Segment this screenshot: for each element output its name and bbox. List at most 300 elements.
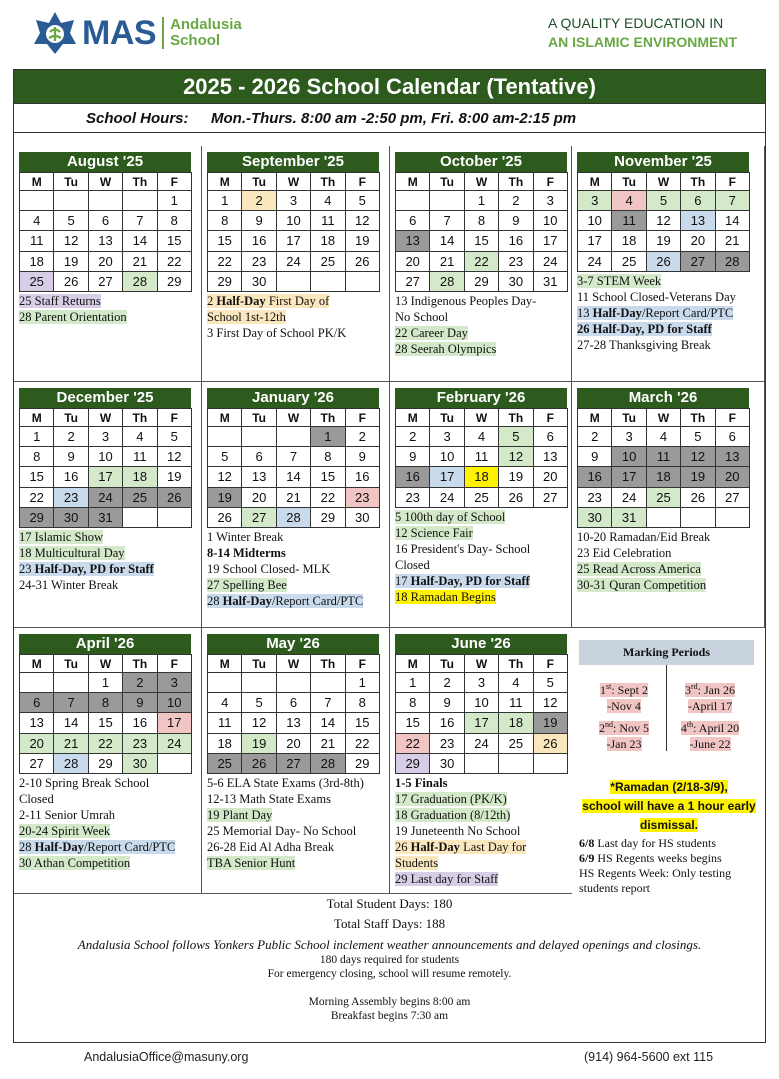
- note-line: [577, 577, 753, 593]
- month-title: March '26: [577, 388, 749, 408]
- day-cell: 26: [242, 753, 276, 773]
- day-cell: 18: [499, 713, 533, 733]
- note-line: [19, 855, 195, 871]
- note-line: [207, 309, 383, 325]
- note-text: Half-Day: [216, 294, 266, 308]
- day-cell: [311, 271, 345, 291]
- note-text: 11 School Closed-Veterans Day: [577, 289, 736, 304]
- month-grid: [577, 172, 750, 272]
- weekday-header: Tu: [54, 409, 88, 427]
- day-cell: 23: [345, 487, 379, 507]
- month-title: January '26: [207, 388, 379, 408]
- ramadan-line2: school will have a 1 hour early: [582, 799, 756, 813]
- day-cell: 4: [499, 673, 533, 693]
- day-cell: 8: [208, 211, 242, 231]
- footer-email[interactable]: AndalusiaOffice@masuny.org: [84, 1050, 249, 1064]
- note-text: Last Day for: [459, 840, 527, 854]
- weekday-header: Tu: [612, 409, 646, 427]
- day-cell: 26: [646, 251, 680, 271]
- note-line: [577, 337, 753, 353]
- day-cell: 26: [345, 251, 379, 271]
- day-cell: [242, 427, 276, 447]
- weekday-header: F: [157, 655, 191, 673]
- tagline-line1: A QUALITY EDUCATION IN: [548, 15, 724, 31]
- month-grid: [207, 654, 380, 774]
- month-notes: [19, 775, 195, 871]
- day-cell: 27: [242, 507, 276, 527]
- day-cell: 29: [464, 271, 498, 291]
- day-cell: 12: [499, 447, 533, 467]
- note-line: [395, 871, 571, 887]
- ramadan-line1: *Ramadan (2/18-3/9),: [610, 780, 728, 794]
- day-cell: 12: [681, 447, 715, 467]
- weekday-header: Tu: [54, 173, 88, 191]
- day-cell: 9: [396, 447, 430, 467]
- note-line: [207, 325, 383, 341]
- day-cell: 16: [396, 467, 430, 487]
- day-cell: 6: [396, 211, 430, 231]
- day-cell: 24: [430, 487, 464, 507]
- day-cell: 1: [396, 673, 430, 693]
- month-cell: [390, 382, 572, 628]
- day-cell: 9: [242, 211, 276, 231]
- breakfast-time: Breakfast begins 7:30 am: [330, 1010, 449, 1022]
- day-cell: 14: [311, 713, 345, 733]
- day-cell: 15: [157, 231, 191, 251]
- month-grid: [395, 654, 568, 774]
- marking-period-1: [589, 679, 659, 714]
- day-cell: 2: [578, 427, 612, 447]
- day-cell: 2: [54, 427, 88, 447]
- day-cell: 4: [612, 191, 646, 211]
- day-cell: [464, 753, 498, 773]
- day-cell: 19: [533, 713, 567, 733]
- day-cell: 1: [20, 427, 54, 447]
- weekday-header: Th: [499, 409, 533, 427]
- day-cell: 5: [208, 447, 242, 467]
- month-grid: [19, 654, 192, 774]
- month-grid: [395, 408, 568, 508]
- weekday-header: W: [646, 173, 680, 191]
- day-cell: 17: [464, 713, 498, 733]
- note-text: TBA Senior Hunt: [207, 856, 296, 870]
- day-cell: 30: [123, 753, 157, 773]
- weekday-header: W: [88, 655, 122, 673]
- day-cell: 29: [396, 753, 430, 773]
- weekday-header: Th: [499, 173, 533, 191]
- month-title: November '25: [577, 152, 749, 172]
- day-cell: 11: [123, 447, 157, 467]
- mp-line2: -June 22: [689, 737, 731, 751]
- day-cell: 25: [499, 733, 533, 753]
- note-line: [395, 293, 571, 309]
- day-cell: 18: [123, 467, 157, 487]
- mp-line1: : Jan 26: [697, 683, 735, 697]
- weekday-header: F: [715, 173, 749, 191]
- day-cell: 5: [499, 427, 533, 447]
- day-cell: 3: [157, 673, 191, 693]
- day-cell: 19: [345, 231, 379, 251]
- weekday-header: Th: [123, 173, 157, 191]
- logo-sub1: Andalusia: [170, 16, 242, 33]
- day-cell: 4: [464, 427, 498, 447]
- day-cell: 26: [54, 271, 88, 291]
- note-text: 22 Career Day: [395, 326, 468, 340]
- weekday-header: M: [578, 173, 612, 191]
- note-text: School 1st-12th: [207, 310, 286, 324]
- note-text: Closed: [395, 557, 430, 572]
- day-cell: 10: [578, 211, 612, 231]
- note-text: 18 Multicultural Day: [19, 546, 125, 560]
- weekday-header: F: [345, 173, 379, 191]
- note-line: [395, 309, 571, 325]
- marking-periods: [579, 640, 754, 751]
- day-cell: 1: [157, 191, 191, 211]
- day-cell: 27: [276, 753, 310, 773]
- day-cell: 6: [681, 191, 715, 211]
- day-cell: [20, 191, 54, 211]
- note-line: [207, 807, 383, 823]
- day-cell: 15: [396, 713, 430, 733]
- note-line: [19, 529, 195, 545]
- weekday-header: W: [276, 655, 310, 673]
- day-cell: 6: [276, 693, 310, 713]
- note-line: [395, 807, 571, 823]
- day-cell: [646, 507, 680, 527]
- weekday-header: F: [157, 409, 191, 427]
- month-grid: [577, 408, 750, 528]
- day-cell: 14: [430, 231, 464, 251]
- day-cell: 10: [430, 447, 464, 467]
- day-cell: 3: [612, 427, 646, 447]
- hs-text: students report: [579, 881, 650, 895]
- month-grid: [19, 172, 192, 292]
- month-cell: [202, 382, 390, 628]
- day-cell: 8: [345, 693, 379, 713]
- mp-line2: -Nov 4: [607, 699, 641, 713]
- note-text: 12 Science Fair: [395, 525, 473, 540]
- note-line: [207, 293, 383, 309]
- month-notes: [207, 529, 383, 609]
- day-cell: 7: [311, 693, 345, 713]
- day-cell: 29: [20, 507, 54, 527]
- divider: [666, 665, 667, 751]
- day-cell: 30: [242, 271, 276, 291]
- day-cell: 22: [20, 487, 54, 507]
- note-text: Half-Day: [222, 594, 272, 608]
- weather-policy: Andalusia School follows Yonkers Public School inclement weather announcements and delayed openings and closings.: [77, 937, 702, 952]
- day-cell: 14: [54, 713, 88, 733]
- day-cell: 29: [345, 753, 379, 773]
- weekday-header: Tu: [54, 655, 88, 673]
- note-text: 30-31 Quran Competition: [577, 578, 707, 592]
- note-text: 29 Last day for Staff: [395, 872, 499, 886]
- day-cell: [123, 191, 157, 211]
- month-title: May '26: [207, 634, 379, 654]
- day-cell: 3: [578, 191, 612, 211]
- day-cell: [242, 673, 276, 693]
- day-cell: 4: [123, 427, 157, 447]
- note-line: [577, 273, 753, 289]
- day-cell: 9: [345, 447, 379, 467]
- day-cell: 13: [20, 713, 54, 733]
- note-line: [577, 305, 753, 321]
- note-line: [19, 823, 195, 839]
- day-cell: 10: [464, 693, 498, 713]
- month-cell: [572, 382, 765, 628]
- day-cell: 4: [646, 427, 680, 447]
- marking-period-4: [675, 717, 745, 752]
- note-text: 3 First Day of School PK/K: [207, 326, 347, 340]
- day-cell: 9: [578, 447, 612, 467]
- day-cell: 11: [20, 231, 54, 251]
- month-title: February '26: [395, 388, 567, 408]
- hs-date: 6/8: [579, 836, 595, 850]
- month-notes: [207, 293, 383, 341]
- note-text: 25 Staff Returns: [19, 294, 101, 308]
- month-title: August '25: [19, 152, 191, 172]
- day-cell: 22: [157, 251, 191, 271]
- note-text: No School: [395, 310, 449, 324]
- day-cell: 16: [578, 467, 612, 487]
- weekday-header: Th: [311, 655, 345, 673]
- day-cell: 12: [54, 231, 88, 251]
- day-cell: 20: [20, 733, 54, 753]
- note-text: 28: [19, 840, 35, 854]
- hs-date: 6/9: [579, 851, 595, 865]
- bottom-info: [14, 894, 765, 1023]
- note-text: First Day of: [265, 294, 330, 308]
- note-line: [207, 561, 383, 577]
- note-text: 2: [207, 294, 217, 308]
- day-cell: 20: [276, 733, 310, 753]
- note-text: 18 Graduation (8/12th): [395, 808, 511, 822]
- weekday-header: Th: [681, 409, 715, 427]
- day-cell: 8: [88, 693, 122, 713]
- weekday-header: W: [276, 409, 310, 427]
- day-cell: 15: [20, 467, 54, 487]
- day-cell: 23: [578, 487, 612, 507]
- note-text: 28 Parent Orientation: [19, 310, 127, 324]
- note-line: [395, 589, 571, 605]
- note-text: 30 Athan Competition: [19, 856, 131, 870]
- day-cell: 21: [715, 231, 749, 251]
- day-cell: 11: [612, 211, 646, 231]
- note-line: [207, 839, 383, 855]
- day-cell: 1: [208, 191, 242, 211]
- marking-period-3: [675, 679, 745, 714]
- day-cell: 19: [208, 487, 242, 507]
- day-cell: 7: [54, 693, 88, 713]
- note-line: [207, 545, 383, 561]
- day-cell: 1: [345, 673, 379, 693]
- day-cell: 13: [276, 713, 310, 733]
- day-cell: 5: [345, 191, 379, 211]
- note-line: [207, 529, 383, 545]
- day-cell: 14: [123, 231, 157, 251]
- day-cell: 17: [276, 231, 310, 251]
- day-cell: 17: [157, 713, 191, 733]
- note-text: 5-6 ELA State Exams (3rd-8th): [207, 776, 364, 790]
- note-line: [577, 529, 753, 545]
- weekday-header: M: [396, 409, 430, 427]
- note-text: 23: [19, 562, 35, 576]
- note-text: 19 Juneteenth No School: [395, 824, 521, 838]
- note-text: 26 Half-Day, PD for Staff: [577, 321, 712, 336]
- day-cell: 1: [311, 427, 345, 447]
- month-notes: [19, 293, 195, 325]
- note-line: [395, 525, 571, 541]
- day-cell: 30: [499, 271, 533, 291]
- day-cell: 2: [242, 191, 276, 211]
- note-line: [577, 561, 753, 577]
- note-text: 13 Indigenous Peoples Day-: [395, 294, 537, 308]
- month-notes: [577, 529, 753, 593]
- mp-sup: th: [686, 720, 694, 729]
- mp-num: 3: [684, 683, 691, 697]
- day-cell: 22: [464, 251, 498, 271]
- day-cell: 14: [715, 211, 749, 231]
- note-line: [19, 309, 195, 325]
- day-cell: 27: [533, 487, 567, 507]
- hs-text: HS Regents Week: Only testing: [579, 866, 732, 880]
- note-line: [577, 321, 753, 337]
- note-line: [207, 855, 383, 871]
- footer-phone: (914) 964-5600 ext 115: [584, 1050, 714, 1064]
- note-line: [207, 791, 383, 807]
- day-cell: 24: [533, 251, 567, 271]
- day-cell: 16: [430, 713, 464, 733]
- day-cell: 13: [396, 231, 430, 251]
- day-cell: 26: [157, 487, 191, 507]
- day-cell: 9: [54, 447, 88, 467]
- day-cell: 30: [578, 507, 612, 527]
- day-cell: 2: [396, 427, 430, 447]
- day-cell: 24: [157, 733, 191, 753]
- note-text: 13: [577, 305, 593, 320]
- day-cell: 9: [123, 693, 157, 713]
- note-text: /Report Card/PTC: [271, 594, 364, 608]
- school-hours: [14, 104, 765, 133]
- weekday-header: M: [208, 409, 242, 427]
- day-cell: 26: [208, 507, 242, 527]
- day-cell: 11: [464, 447, 498, 467]
- day-cell: 11: [311, 211, 345, 231]
- month-title: September '25: [207, 152, 379, 172]
- day-cell: 3: [276, 191, 310, 211]
- day-cell: 21: [311, 733, 345, 753]
- note-line: [395, 775, 571, 791]
- day-cell: 5: [54, 211, 88, 231]
- day-cell: [208, 673, 242, 693]
- weekday-header: M: [208, 173, 242, 191]
- hs-text: HS Regents weeks begins: [594, 851, 722, 865]
- ramadan-line3: dismissal.: [639, 818, 699, 832]
- month-notes: [577, 273, 753, 353]
- note-text: Half-Day: [34, 840, 84, 854]
- note-line: [19, 839, 195, 855]
- note-text: 19 Plant Day: [207, 808, 273, 822]
- day-cell: 24: [578, 251, 612, 271]
- mp-num: 2: [599, 721, 605, 735]
- day-cell: 4: [20, 211, 54, 231]
- day-cell: 28: [311, 753, 345, 773]
- emergency-note: For emergency closing, school will resume remotely.: [267, 968, 512, 980]
- day-cell: 29: [208, 271, 242, 291]
- day-cell: [430, 191, 464, 211]
- day-cell: 28: [276, 507, 310, 527]
- day-cell: 13: [681, 211, 715, 231]
- note-text: 23 Eid Celebration: [577, 546, 672, 560]
- note-text: 2-11 Senior Umrah: [19, 808, 116, 822]
- note-text: 19 School Closed- MLK: [207, 562, 331, 576]
- note-text: 17 Islamic Show: [19, 530, 104, 544]
- day-cell: 31: [612, 507, 646, 527]
- note-text: 24-31 Winter Break: [19, 578, 119, 592]
- day-cell: 28: [715, 251, 749, 271]
- day-cell: 3: [88, 427, 122, 447]
- month-title: October '25: [395, 152, 567, 172]
- note-text: 17: [395, 573, 411, 588]
- day-cell: 2: [430, 673, 464, 693]
- note-line: [19, 775, 195, 791]
- day-cell: 15: [464, 231, 498, 251]
- note-text: 1-5 Finals: [395, 776, 448, 790]
- star-logo-icon: [32, 10, 78, 56]
- day-cell: 29: [88, 753, 122, 773]
- note-text: 18 Ramadan Begins: [395, 589, 496, 604]
- day-cell: 8: [396, 693, 430, 713]
- day-cell: 31: [88, 507, 122, 527]
- weekday-header: Tu: [612, 173, 646, 191]
- weekday-header: Tu: [430, 409, 464, 427]
- weekday-header: Th: [681, 173, 715, 191]
- hs-text: Last day for HS students: [594, 836, 716, 850]
- note-text: 1 Winter Break: [207, 530, 284, 544]
- mp-line1: : April 20: [693, 721, 740, 735]
- day-cell: 18: [612, 231, 646, 251]
- day-cell: 25: [612, 251, 646, 271]
- day-cell: 19: [157, 467, 191, 487]
- day-cell: [54, 673, 88, 693]
- total-student-days: Total Student Days: 180: [326, 896, 453, 911]
- weekday-header: F: [157, 173, 191, 191]
- note-line: [395, 791, 571, 807]
- note-text: 28: [207, 594, 223, 608]
- day-cell: [208, 427, 242, 447]
- month-grid: [19, 408, 192, 528]
- day-cell: 22: [208, 251, 242, 271]
- day-cell: [88, 191, 122, 211]
- month-cell: [14, 146, 202, 382]
- marking-periods-title: Marking Periods: [579, 640, 754, 665]
- weekday-header: Th: [311, 409, 345, 427]
- note-text: 10-20 Ramadan/Eid Break: [577, 530, 711, 544]
- weekday-header: W: [88, 173, 122, 191]
- note-line: [207, 823, 383, 839]
- day-cell: [54, 191, 88, 211]
- note-line: [19, 293, 195, 309]
- note-text: 16 President's Day- School: [395, 541, 531, 556]
- day-cell: 25: [20, 271, 54, 291]
- day-cell: 29: [311, 507, 345, 527]
- day-cell: 5: [681, 427, 715, 447]
- weekday-header: Tu: [242, 409, 276, 427]
- day-cell: 17: [430, 467, 464, 487]
- day-cell: 21: [54, 733, 88, 753]
- ramadan-notice: [579, 778, 759, 835]
- day-cell: 18: [311, 231, 345, 251]
